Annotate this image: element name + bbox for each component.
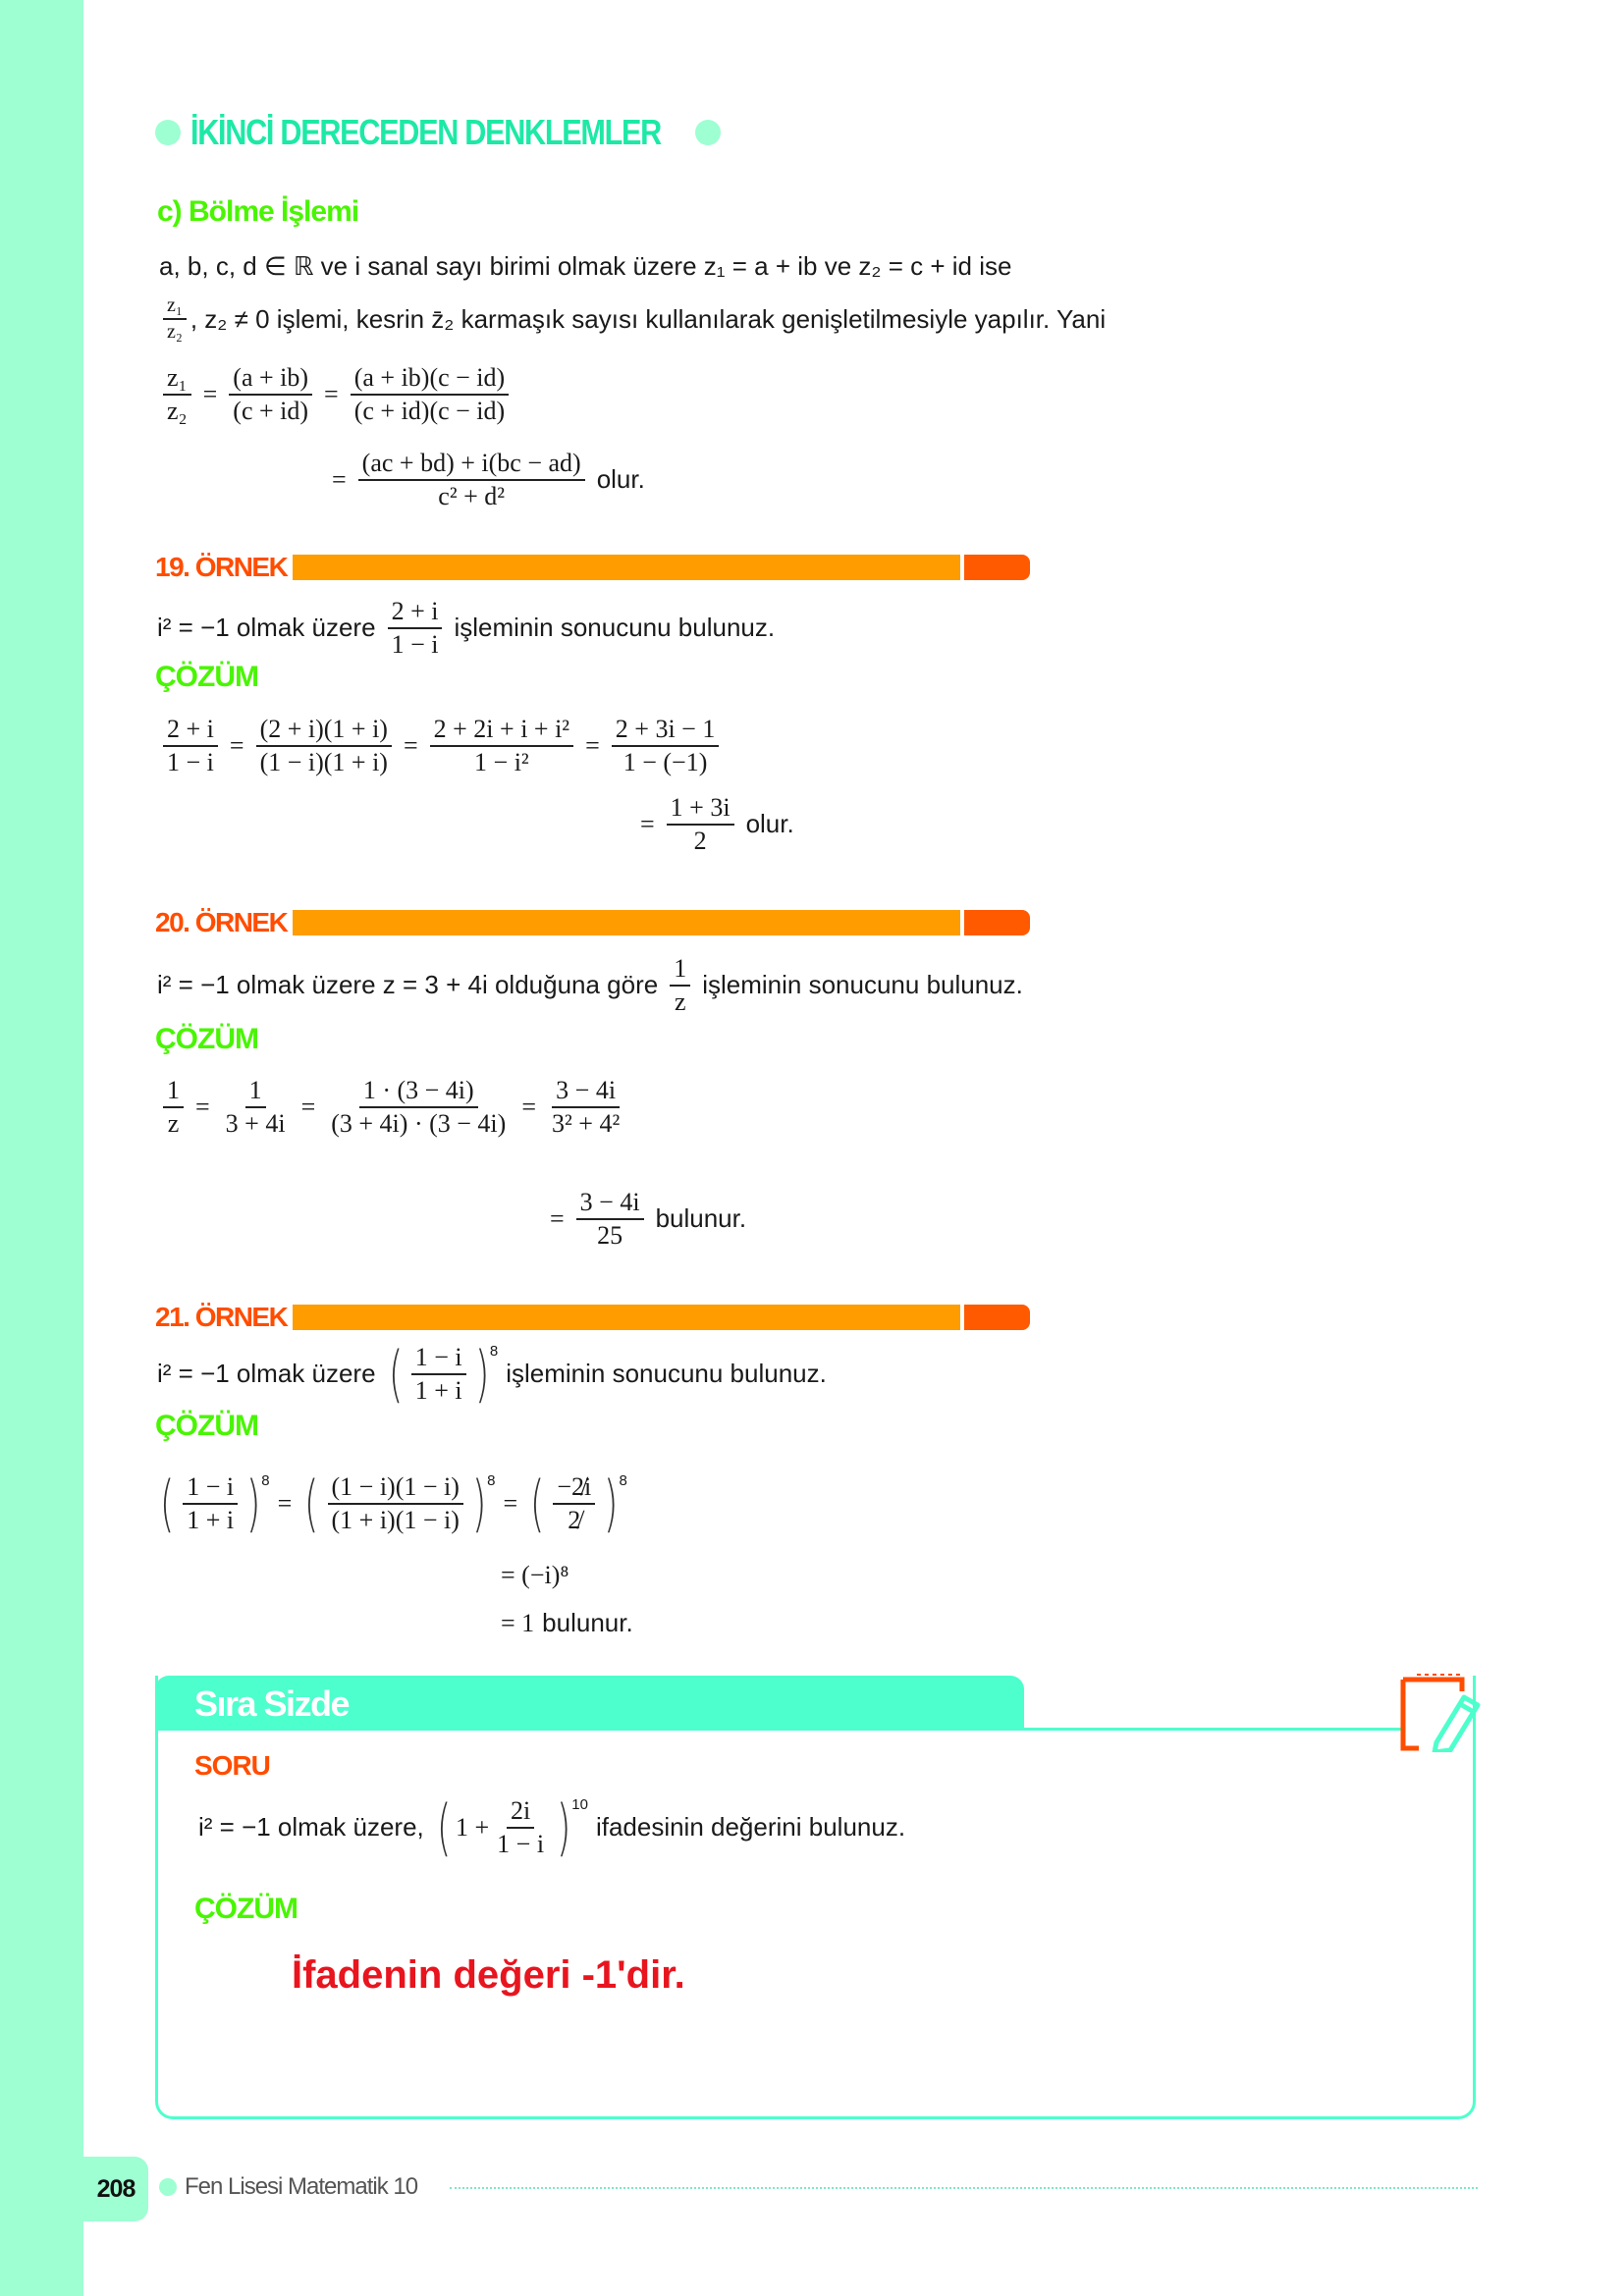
- math-text: =: [202, 379, 218, 408]
- practice-question-label: SORU: [194, 1750, 270, 1781]
- example-21-question: [157, 1337, 827, 1410]
- math-text: =: [195, 1092, 210, 1121]
- book-title: Fen Lisesi Matematik 10: [185, 2173, 418, 2200]
- math-text: =: [521, 1092, 536, 1121]
- bullet-dot-icon: [155, 120, 181, 145]
- intro-line-2-text: , z₂ ≠ 0 işlemi, kesrin z̄₂ karmaşık sayısı kullanılarak genişletilmesiyle yapılır. Yani: [189, 303, 1107, 334]
- math-text: =: [550, 1203, 565, 1233]
- text: bulunur.: [542, 1608, 633, 1637]
- math-text: = (−i)⁸: [501, 1561, 569, 1589]
- text: bulunur.: [655, 1203, 747, 1234]
- example-21-solution-step-3: [501, 1608, 633, 1638]
- right-paren: ): [556, 1790, 571, 1863]
- math-text: =: [277, 1488, 293, 1518]
- numerator: 1: [670, 954, 690, 987]
- numerator: 3 − 4i: [576, 1188, 644, 1220]
- fraction: [351, 363, 510, 426]
- denominator: 25: [597, 1220, 623, 1250]
- text: i² = −1 olmak üzere: [157, 613, 376, 643]
- left-paren: (: [388, 1337, 403, 1410]
- exponent: 8: [489, 1343, 499, 1360]
- parenthesized-expression: [299, 1467, 496, 1539]
- denominator: 1 − i: [497, 1829, 545, 1858]
- denominator: z: [674, 987, 686, 1016]
- denominator: 1 − (−1): [623, 747, 708, 776]
- notepad-pencil-icon: [1399, 1672, 1484, 1752]
- denominator: z₂: [167, 321, 183, 343]
- numerator: (1 − i)(1 − i): [328, 1472, 463, 1505]
- example-21-solution-label: ÇÖZÜM: [155, 1410, 258, 1442]
- denominator: 3 + 4i: [225, 1108, 286, 1138]
- fraction: [256, 715, 392, 777]
- example-19-solution-step-2: [640, 793, 794, 856]
- example-20-question: [157, 954, 1023, 1017]
- section-heading: c) Bölme İşlemi: [157, 195, 359, 228]
- example-19-question: [157, 597, 775, 660]
- denominator: z₂: [167, 396, 188, 425]
- left-paren: (: [529, 1467, 545, 1539]
- numerator: 1 − i: [183, 1472, 238, 1505]
- text: işleminin sonucunu bulunuz.: [506, 1359, 827, 1389]
- example-bar-end: [964, 555, 1030, 580]
- math-text: =: [640, 809, 655, 838]
- parenthesized-expression: [384, 1337, 499, 1410]
- example-20-solution-step-1: [159, 1076, 627, 1139]
- practice-answer: İfadenin değeri -1'dir.: [292, 1953, 685, 1997]
- numerator: 2 + 2i + i + i²: [430, 715, 573, 747]
- numerator: 1 + 3i: [667, 793, 734, 826]
- numerator: z₁: [163, 294, 187, 320]
- numerator: 1 · (3 − 4i): [359, 1076, 478, 1108]
- example-bar: [293, 1305, 960, 1330]
- numerator: 2 + 3i − 1: [612, 715, 720, 747]
- example-bar: [293, 555, 960, 580]
- numerator: (ac + bd) + i(bc − ad): [358, 449, 585, 481]
- practice-box-header: [155, 1676, 1024, 1731]
- parenthesized-expression: [155, 1467, 270, 1539]
- text: olur.: [745, 809, 794, 839]
- fraction: [548, 1076, 623, 1139]
- example-20-solution-label: ÇÖZÜM: [155, 1023, 258, 1055]
- numerator: 1: [245, 1076, 266, 1108]
- fraction: [358, 449, 585, 511]
- exponent: 8: [487, 1472, 496, 1489]
- fraction: [163, 363, 191, 426]
- example-19-solution-label: ÇÖZÜM: [155, 661, 258, 693]
- math-text: =: [585, 730, 600, 760]
- text: i² = −1 olmak üzere,: [198, 1812, 424, 1842]
- math-text: = 1: [501, 1608, 535, 1637]
- denominator: (3 + 4i) · (3 − 4i): [331, 1108, 507, 1138]
- numerator: 1: [163, 1076, 184, 1108]
- denominator: (c + id)(c − id): [353, 396, 506, 425]
- example-bar: [293, 910, 960, 935]
- math-text: =: [403, 730, 418, 760]
- practice-question: [198, 1790, 906, 1863]
- fraction: [163, 294, 187, 344]
- fraction: [667, 793, 734, 856]
- denominator: 1 − i: [167, 747, 214, 776]
- right-paren: ): [245, 1467, 261, 1539]
- bullet-dot-icon: [159, 2178, 177, 2196]
- fraction: [576, 1188, 644, 1251]
- denominator: (1 − i)(1 + i): [259, 747, 388, 776]
- fraction: [327, 1076, 510, 1139]
- math-text: =: [300, 1092, 316, 1121]
- fraction: [493, 1796, 548, 1859]
- example-20-header: [155, 909, 1030, 936]
- numerator: 3 − 4i: [552, 1076, 620, 1108]
- example-20-solution-step-2: [550, 1188, 746, 1251]
- numerator: z₁: [163, 363, 191, 396]
- denominator: (c + id): [233, 396, 309, 425]
- denominator: 2: [693, 826, 707, 855]
- fraction: [222, 1076, 290, 1139]
- text: olur.: [596, 464, 645, 495]
- chapter-title-text: İKİNCİ DERECEDEN DENKLEMLER: [190, 112, 662, 152]
- denominator: (1 + i)(1 − i): [331, 1505, 460, 1534]
- denominator: c² + d²: [438, 481, 506, 510]
- numerator: (2 + i)(1 + i): [256, 715, 392, 747]
- denominator: 3² + 4²: [551, 1108, 621, 1138]
- math-text: =: [503, 1488, 518, 1518]
- text: işleminin sonucunu bulunuz.: [702, 970, 1023, 1000]
- fraction: [670, 954, 690, 1017]
- denominator: 1 − i: [391, 629, 439, 659]
- math-text: =: [332, 464, 347, 494]
- numerator: (a + ib)(c − id): [351, 363, 510, 396]
- left-paren: (: [436, 1790, 452, 1863]
- denominator: 1 − i²: [474, 747, 529, 776]
- math-text: =: [229, 730, 244, 760]
- practice-header-line: [1024, 1728, 1402, 1731]
- footer: [159, 2173, 417, 2201]
- example-21-header: [155, 1304, 1030, 1331]
- example-19-solution-step-1: [159, 715, 723, 777]
- numerator: 2 + i: [163, 715, 218, 747]
- fraction: [163, 1076, 184, 1139]
- numerator: 2 + i: [388, 597, 443, 629]
- text: i² = −1 olmak üzere: [157, 1359, 376, 1389]
- fraction: [328, 1472, 463, 1535]
- parenthesized-expression: [432, 1790, 588, 1863]
- numerator: −2̸i: [553, 1472, 595, 1505]
- example-label: 20. ÖRNEK: [155, 907, 288, 937]
- right-paren: ): [474, 1337, 490, 1410]
- page-number: 208: [83, 2157, 148, 2221]
- example-19-header: [155, 554, 1030, 581]
- text: ifadesinin değerini bulunuz.: [595, 1812, 906, 1842]
- left-paren: (: [159, 1467, 175, 1539]
- fraction: [388, 597, 443, 660]
- fraction: [183, 1472, 238, 1535]
- division-formula-result: [332, 449, 645, 511]
- fraction: [553, 1472, 595, 1535]
- exponent: 8: [619, 1472, 627, 1489]
- chapter-title: [155, 112, 721, 153]
- example-label: 19. ÖRNEK: [155, 552, 288, 582]
- numerator: 2i: [507, 1796, 534, 1829]
- right-paren: ): [604, 1467, 619, 1539]
- denominator: 1 + i: [187, 1505, 235, 1534]
- math-text: 1 +: [455, 1812, 490, 1842]
- exponent: 8: [261, 1472, 270, 1489]
- practice-title: Sıra Sizde: [194, 1683, 350, 1724]
- practice-box: [155, 1676, 1476, 2119]
- denominator: 1 + i: [414, 1375, 462, 1405]
- example-21-solution-step-1: [155, 1467, 627, 1539]
- fraction: [430, 715, 573, 777]
- denominator: 2̸: [568, 1505, 581, 1534]
- right-paren: ): [471, 1467, 487, 1539]
- denominator: z: [167, 1108, 180, 1138]
- math-text: =: [324, 379, 339, 408]
- fraction: [612, 715, 720, 777]
- exponent: 10: [571, 1796, 588, 1813]
- left-margin-bar: [0, 0, 83, 2296]
- example-bar-end: [964, 910, 1030, 935]
- fraction: [229, 363, 312, 426]
- intro-line-1: a, b, c, d ∈ ℝ ve i sanal sayı birimi olmak üzere z₁ = a + ib ve z₂ = c + id ise: [159, 251, 1012, 281]
- intro-line-2: [159, 294, 1106, 344]
- division-formula: [159, 363, 513, 426]
- left-paren: (: [304, 1467, 319, 1539]
- example-bar-end: [964, 1305, 1030, 1330]
- text: i² = −1 olmak üzere z = 3 + 4i olduğuna göre: [157, 970, 659, 1000]
- example-label: 21. ÖRNEK: [155, 1302, 288, 1332]
- example-21-solution-step-2: [501, 1561, 568, 1590]
- numerator: 1 − i: [411, 1343, 466, 1375]
- fraction: [411, 1343, 466, 1406]
- text: işleminin sonucunu bulunuz.: [454, 613, 776, 643]
- bullet-dot-icon: [695, 120, 721, 145]
- parenthesized-expression: [525, 1467, 627, 1539]
- footer-dotted-line: [450, 2187, 1478, 2189]
- fraction: [163, 715, 218, 777]
- numerator: (a + ib): [229, 363, 312, 396]
- practice-solution-label: ÇÖZÜM: [194, 1893, 298, 1925]
